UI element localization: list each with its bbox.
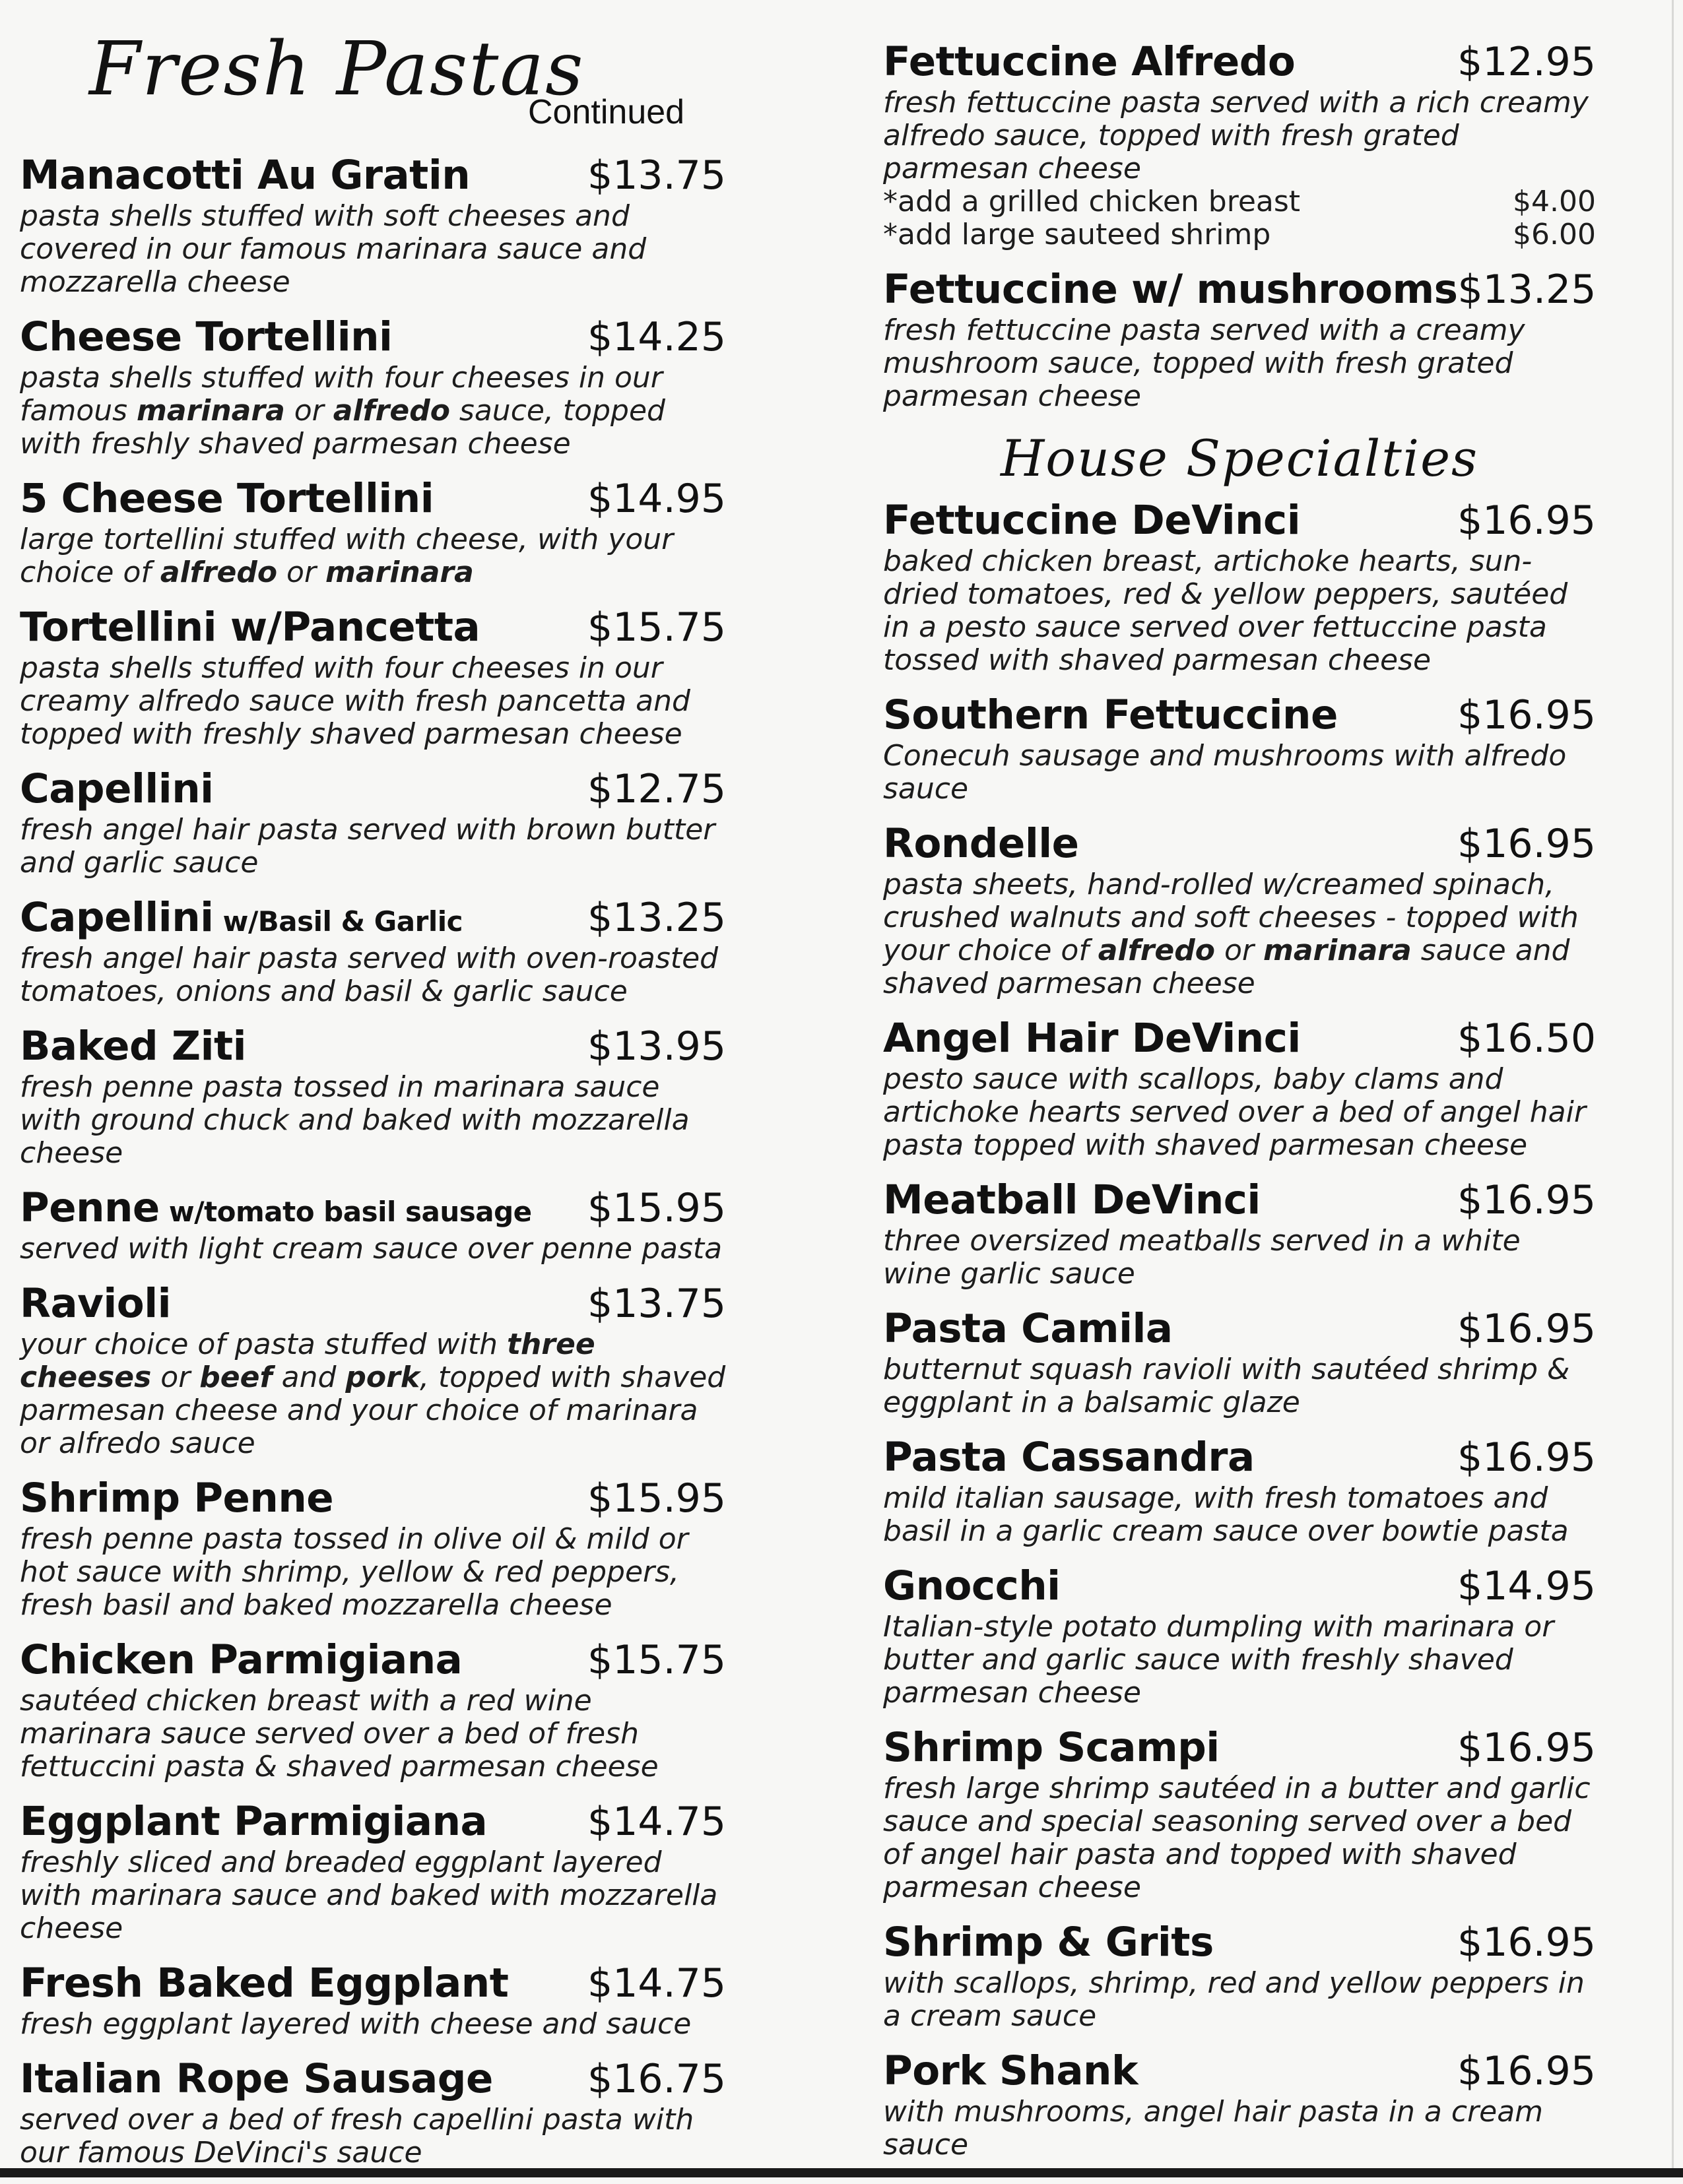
item-name: Rondelle [883,820,1079,867]
menu-item [883,38,1596,251]
menu-item [883,497,1596,677]
item-description: pasta shells stuffed with four cheeses in our creamy alfredo sauce with fresh pancetta and topped with freshly shaved parmesan cheese [20,651,690,751]
item-description: three oversized meatballs served in a white wine garlic sauce [883,1224,1521,1291]
section-heading-house-specialties: House Specialties [1000,429,1479,488]
menu-item [883,1305,1596,1419]
item-name: Fettuccine Alfredo [883,38,1296,85]
item-name: Manacotti Au Gratin [20,152,471,199]
menu-item [20,152,726,299]
item-description: mild italian sausage, with fresh tomatoes and basil in a garlic cream sauce over bowtie pasta [883,1481,1569,1548]
item-description: fresh angel hair pasta served with oven-roasted tomatoes, onions and basil & garlic sauce [20,942,719,1008]
menu-item [20,1280,726,1460]
item-name: Angel Hair DeVinci [883,1015,1301,1062]
item-description: pasta shells stuffed with soft cheeses and covered in our famous marinara sauce and mozzarella cheese [20,199,647,299]
item-price: $15.95 [587,1475,726,1522]
item-price: $15.95 [587,1185,726,1231]
item-price: $15.75 [587,604,726,651]
item-description: baked chicken breast, artichoke hearts, sun-dried tomatoes, red & yellow peppers, sautéed in a pesto sauce served over fettuccine pasta tossed with shaved parmesan cheese [883,544,1568,677]
item-description: Conecuh sausage and mushrooms with alfredo sauce [883,739,1567,806]
item-name: Fettuccine w/ mushrooms [883,266,1458,313]
item-name: Pork Shank [883,2047,1138,2094]
menu-item [20,1636,726,1783]
addon-price: $4.00 [1513,185,1596,218]
item-price: $13.25 [1457,267,1597,313]
item-name: Ravioli [20,1280,172,1327]
menu-item [883,2047,1596,2162]
addon-price: $6.00 [1513,218,1596,251]
item-price: $16.95 [1457,1725,1596,1771]
item-description: freshly sliced and breaded eggplant layered with marinara sauce and baked with mozzarella cheese [20,1846,718,1945]
item-name: Meatball DeVinci [883,1176,1261,1223]
left-column [20,0,726,2184]
item-description: butternut squash ravioli with sautéed shrimp & eggplant in a balsamic glaze [883,1353,1570,1419]
menu-item [883,691,1596,806]
addon-row [883,185,1596,218]
item-description: sautéed chicken breast with a red wine marinara sauce served over a bed of fresh fettuccini pasta & shaved parmesan cheese [20,1684,659,1783]
item-description: fresh fettuccine pasta served with a rich creamy alfredo sauce, topped with fresh grated parmesan cheese [883,86,1589,185]
title-continued: Continued [528,93,685,131]
item-description: served over a bed of fresh capellini pasta with our famous DeVinci's sauce [20,2103,694,2169]
item-description: fresh angel hair pasta served with brown butter and garlic sauce [20,813,715,880]
item-name: Capellini w/Basil & Garlic [20,894,463,941]
item-price: $16.75 [587,2056,726,2102]
item-price: $16.95 [1457,1177,1596,1223]
item-name: 5 Cheese Tortellini [20,475,434,522]
item-name: Penne w/tomato basil sausage [20,1184,532,1231]
menu-item [20,313,726,461]
item-description: Italian-style potato dumpling with marinara or butter and garlic sauce with freshly shaved parmesan cheese [883,1610,1554,1710]
menu-item [20,1960,726,2041]
menu-item [883,266,1596,413]
item-price: $16.95 [1457,1919,1596,1966]
menu-item [883,1724,1596,1904]
item-name: Fresh Baked Eggplant [20,1960,509,2007]
menu-item [883,1919,1596,2033]
item-price: $12.75 [587,766,726,812]
menu-item [20,1184,726,1266]
item-price: $14.75 [587,1960,726,2007]
menu-item [20,1798,726,1945]
menu-item [20,604,726,751]
item-name: Chicken Parmigiana [20,1636,463,1683]
item-description: fresh fettuccine pasta served with a creamy mushroom sauce, topped with fresh grated parmesan cheese [883,313,1525,413]
menu-item [20,2055,726,2169]
item-name: Tortellini w/Pancetta [20,604,480,651]
item-name: Italian Rope Sausage [20,2055,493,2102]
page-title [20,0,726,152]
item-description: served with light cream sauce over penne pasta [20,1232,723,1266]
item-price: $14.25 [587,314,726,360]
item-price: $12.95 [1457,39,1596,85]
menu-item [20,765,726,880]
addon-label: *add a grilled chicken breast [883,185,1301,218]
menu-item [20,1023,726,1170]
item-name: Eggplant Parmigiana [20,1798,488,1845]
item-name: Baked Ziti [20,1023,247,1070]
menu-item [20,475,726,589]
addon-row [883,218,1596,251]
item-name: Shrimp Scampi [883,1724,1220,1771]
item-name: Southern Fettuccine [883,691,1338,738]
item-name: Fettuccine DeVinci [883,497,1301,544]
item-name: Pasta Cassandra [883,1434,1255,1481]
menu-item [20,1475,726,1622]
item-price: $14.95 [1457,1563,1596,1609]
item-description: pasta shells stuffed with four cheeses in our famous marinara or alfredo sauce, topped with freshly shaved parmesan cheese [20,361,665,461]
item-name: Cheese Tortellini [20,313,393,360]
item-price: $15.75 [587,1637,726,1683]
item-name: Shrimp & Grits [883,1919,1214,1966]
item-name: Pasta Camila [883,1305,1173,1352]
item-name: Shrimp Penne [20,1475,334,1522]
item-price: $16.95 [1457,498,1596,544]
item-price: $16.95 [1457,2048,1596,2094]
page-edge [1672,0,1674,2177]
menu-item [883,820,1596,1000]
item-description: pesto sauce with scallops, baby clams and artichoke hearts served over a bed of angel hair pasta topped with shaved parmesan cheese [883,1062,1586,1162]
item-description: with scallops, shrimp, red and yellow peppers in a cream sauce [883,1966,1585,2033]
item-description: fresh eggplant layered with cheese and sauce [20,2007,692,2041]
item-description: fresh penne pasta tossed in olive oil & mild or hot sauce with shrimp, yellow & red peppers, fresh basil and baked mozzarella cheese [20,1522,688,1622]
menu-item [883,1015,1596,1162]
item-price: $13.95 [587,1023,726,1070]
item-description: fresh large shrimp sautéed in a butter and garlic sauce and special seasoning served over a bed of angel hair pasta and topped with shaved parmesan cheese [883,1772,1591,1904]
item-price: $13.75 [587,1281,726,1327]
item-description: pasta sheets, hand-rolled w/creamed spinach, crushed walnuts and soft cheeses - topped with your choice of alfredo or marinara sauce and shaved parmesan cheese [883,868,1579,1000]
item-name: Gnocchi [883,1562,1061,1609]
item-name: Capellini [20,765,214,812]
item-price: $14.95 [587,476,726,522]
right-column [883,0,1596,2176]
item-price: $13.25 [587,895,726,941]
item-price: $16.50 [1457,1015,1596,1062]
item-description: your choice of pasta stuffed with three cheeses or beef and pork, topped with shaved parmesan cheese and your choice of marinara or alfredo sauce [20,1328,726,1460]
menu-item [883,1434,1596,1548]
menu-item [883,1562,1596,1710]
item-price: $16.95 [1457,692,1596,738]
item-description: fresh penne pasta tossed in marinara sauce with ground chuck and baked with mozzarella cheese [20,1070,690,1170]
item-description: with mushrooms, angel hair pasta in a cream sauce [883,2095,1544,2162]
item-price: $16.95 [1457,1434,1596,1481]
item-price: $16.95 [1457,1306,1596,1352]
item-price: $13.75 [587,152,726,199]
item-price: $16.95 [1457,821,1596,867]
item-price: $14.75 [587,1799,726,1845]
addon-label: *add large sauteed shrimp [883,218,1271,251]
title-script: Fresh Pastas [89,26,585,112]
menu-item [20,894,726,1008]
item-description: large tortellini stuffed with cheese, with your choice of alfredo or marinara [20,523,674,589]
menu-item [883,1176,1596,1291]
